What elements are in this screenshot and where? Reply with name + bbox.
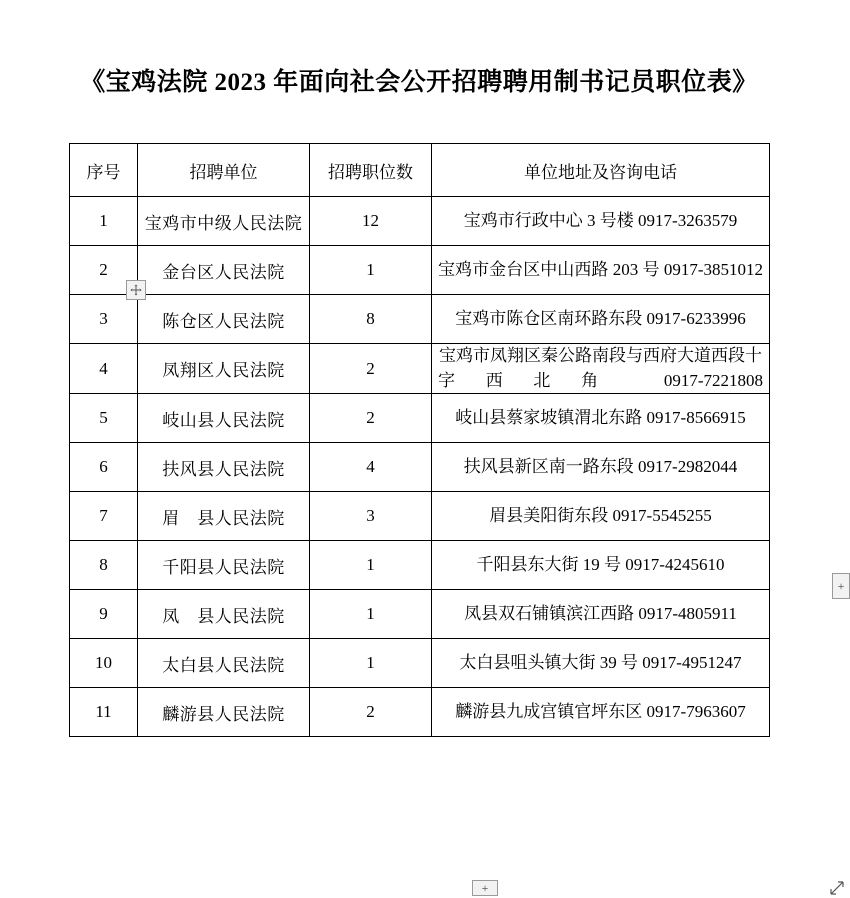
cell-unit: 金台区人民法院 xyxy=(138,246,310,295)
cell-address: 宝鸡市陈仓区南环路东段 0917-6233996 xyxy=(432,295,770,344)
cell-no: 9 xyxy=(70,590,138,639)
cell-count: 2 xyxy=(310,688,432,737)
job-positions-table xyxy=(69,143,770,737)
cell-unit: 眉 县人民法院 xyxy=(138,492,310,541)
cell-count: 2 xyxy=(310,394,432,443)
table-row xyxy=(70,394,770,443)
cell-no: 10 xyxy=(70,639,138,688)
table-row xyxy=(70,344,770,394)
cell-count: 1 xyxy=(310,246,432,295)
cell-unit: 岐山县人民法院 xyxy=(138,394,310,443)
cell-no: 8 xyxy=(70,541,138,590)
cell-address: 凤县双石铺镇滨江西路 0917-4805911 xyxy=(432,590,770,639)
cell-count: 1 xyxy=(310,590,432,639)
table-row xyxy=(70,443,770,492)
cell-address: 宝鸡市行政中心 3 号楼 0917-3263579 xyxy=(432,197,770,246)
cell-address: 麟游县九成宫镇官坪东区 0917-7963607 xyxy=(432,688,770,737)
cell-address: 宝鸡市凤翔区秦公路南段与西府大道西段十字西北角 0917-7221808 xyxy=(432,344,770,394)
table-row xyxy=(70,688,770,737)
table-row xyxy=(70,295,770,344)
table-row xyxy=(70,639,770,688)
cell-no: 4 xyxy=(70,344,138,394)
cell-unit: 千阳县人民法院 xyxy=(138,541,310,590)
cell-count: 2 xyxy=(310,344,432,394)
header-cell-count: 招聘职位数 xyxy=(310,144,432,197)
table-row xyxy=(70,590,770,639)
cell-address: 扶风县新区南一路东段 0917-2982044 xyxy=(432,443,770,492)
cell-address: 眉县美阳街东段 0917-5545255 xyxy=(432,492,770,541)
header-cell-address: 单位地址及咨询电话 xyxy=(432,144,770,197)
cell-address: 岐山县蔡家坡镇渭北东路 0917-8566915 xyxy=(432,394,770,443)
cell-unit: 凤 县人民法院 xyxy=(138,590,310,639)
header-cell-no: 序号 xyxy=(70,144,138,197)
cell-count: 12 xyxy=(310,197,432,246)
table-row xyxy=(70,541,770,590)
cell-no: 7 xyxy=(70,492,138,541)
add-column-handle[interactable]: + xyxy=(832,573,850,599)
cell-count: 8 xyxy=(310,295,432,344)
cell-no: 1 xyxy=(70,197,138,246)
cell-count: 4 xyxy=(310,443,432,492)
cell-count: 1 xyxy=(310,639,432,688)
cell-address: 太白县咀头镇大街 39 号 0917-4951247 xyxy=(432,639,770,688)
table-container xyxy=(69,143,845,895)
cell-unit: 扶风县人民法院 xyxy=(138,443,310,492)
cell-no: 11 xyxy=(70,688,138,737)
cell-unit: 麟游县人民法院 xyxy=(138,688,310,737)
cell-unit: 凤翔区人民法院 xyxy=(138,344,310,394)
cell-unit: 太白县人民法院 xyxy=(138,639,310,688)
cell-no: 6 xyxy=(70,443,138,492)
resize-handle[interactable] xyxy=(827,878,847,898)
cell-count: 3 xyxy=(310,492,432,541)
table-row xyxy=(70,246,770,295)
cell-address: 千阳县东大街 19 号 0917-4245610 xyxy=(432,541,770,590)
table-header-row xyxy=(70,144,770,197)
cell-count: 1 xyxy=(310,541,432,590)
header-cell-unit: 招聘单位 xyxy=(138,144,310,197)
table-row xyxy=(70,197,770,246)
cell-no: 3 xyxy=(70,295,138,344)
cell-no: 2 xyxy=(70,246,138,295)
cell-no: 5 xyxy=(70,394,138,443)
table-move-handle[interactable] xyxy=(126,280,146,300)
cell-address: 宝鸡市金台区中山西路 203 号 0917-3851012 xyxy=(432,246,770,295)
page-title: 《宝鸡法院 2023 年面向社会公开招聘聘用制书记员职位表》 xyxy=(80,69,758,96)
table-row xyxy=(70,492,770,541)
cell-unit: 陈仓区人民法院 xyxy=(138,295,310,344)
cell-unit: 宝鸡市中级人民法院 xyxy=(138,197,310,246)
add-row-handle[interactable]: + xyxy=(472,880,498,896)
